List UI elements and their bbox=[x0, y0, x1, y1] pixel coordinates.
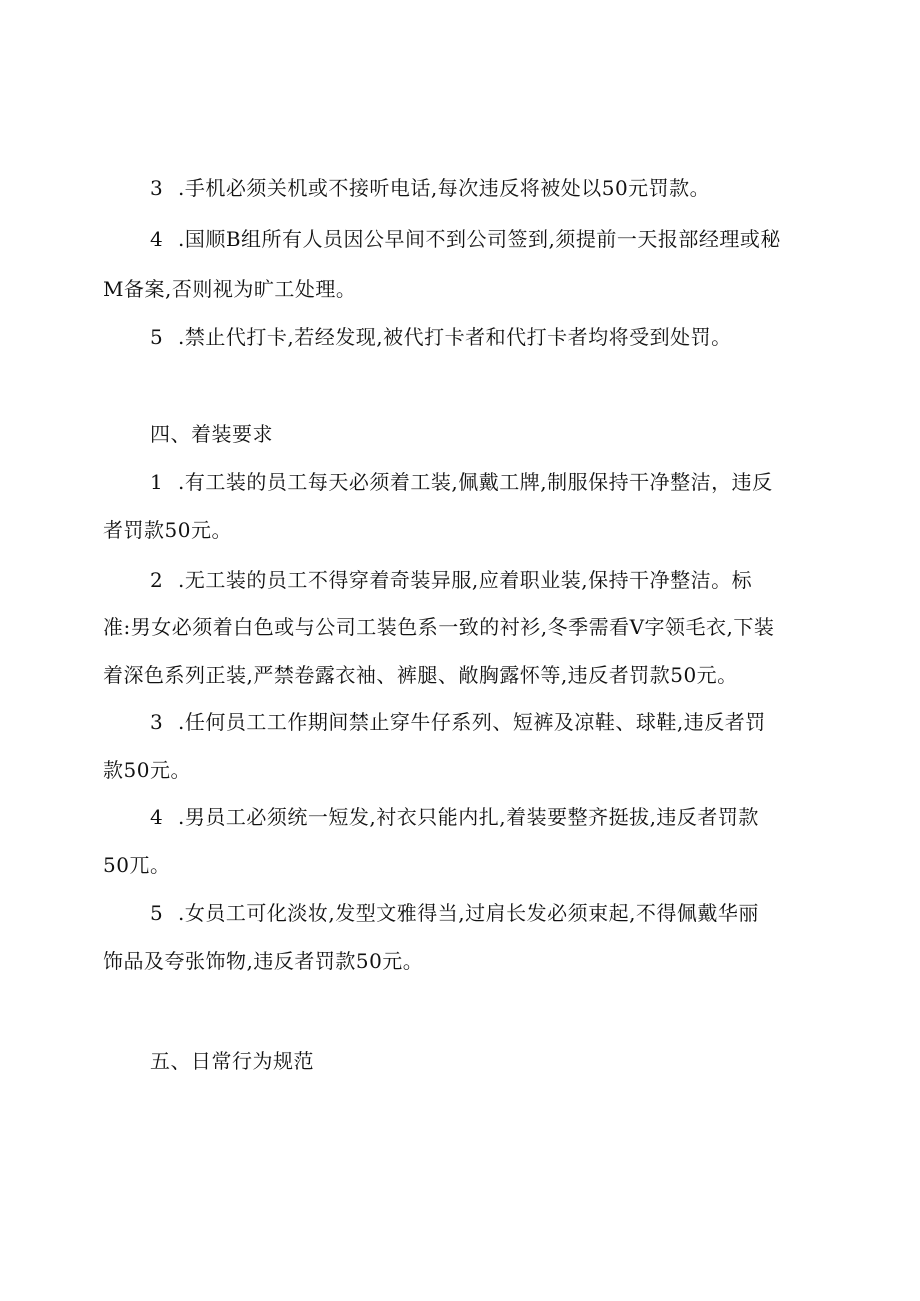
s4-item5-line1 bbox=[150, 903, 759, 923]
item-text: 款50元。 bbox=[103, 758, 191, 782]
item-number: 4 bbox=[150, 227, 164, 251]
item-text: .国顺B组所有人员因公早间不到公司签到,须提前一天报部经理或秘 bbox=[178, 227, 781, 251]
s4-item2-line2 bbox=[103, 617, 774, 637]
item-number: 5 bbox=[150, 325, 164, 349]
item-text: 50兀。 bbox=[103, 853, 171, 877]
s4-item3-line1 bbox=[150, 712, 766, 732]
item-number: 2 bbox=[150, 568, 164, 592]
item-text: .有工装的员工每天必须着工装,佩戴工牌,制服保持干净整洁，违反 bbox=[178, 470, 773, 494]
s4-item1-line2 bbox=[103, 520, 232, 540]
s4-item2-line3 bbox=[103, 665, 738, 685]
s4-item4-line1 bbox=[150, 807, 759, 827]
s4-item1-line1 bbox=[150, 472, 773, 492]
item-number: 1 bbox=[150, 470, 164, 494]
s3-item4-line1 bbox=[150, 229, 781, 249]
item-text: .女员工可化淡妆,发型文雅得当,过肩长发必须束起,不得佩戴华丽 bbox=[178, 901, 759, 925]
item-number: 3 bbox=[150, 710, 164, 734]
item-text: .任何员工工作期间禁止穿牛仔系列、短裤及凉鞋、球鞋,违反者罚 bbox=[178, 710, 766, 734]
item-text: .手机必须关机或不接听电话,每次违反将被处以50元罚款。 bbox=[178, 176, 711, 200]
s3-item3-line1 bbox=[150, 178, 710, 198]
s4-item5-line2 bbox=[103, 951, 423, 971]
s4-item3-line2 bbox=[103, 760, 191, 780]
section4-heading: 四、着装要求 bbox=[150, 422, 273, 446]
s4-item2-line1 bbox=[150, 570, 752, 590]
item-number: 4 bbox=[150, 805, 164, 829]
item-text: .禁止代打卡,若经发现,被代打卡者和代打卡者均将受到处罚。 bbox=[178, 325, 732, 349]
item-text: 准:男女必须着白色或与公司工装色系一致的衬衫,冬季需看V字领毛衣,下装 bbox=[103, 615, 775, 639]
s4-item4-line2 bbox=[103, 855, 170, 875]
item-text: 饰品及夸张饰物,违反者罚款50元。 bbox=[103, 949, 424, 973]
item-number: 5 bbox=[150, 901, 164, 925]
item-text: 者罚款50元。 bbox=[103, 518, 232, 542]
s3-item5-line1 bbox=[150, 327, 732, 347]
item-number: 3 bbox=[150, 176, 164, 200]
item-text: .男员工必须统一短发,衬衣只能内扎,着装要整齐挺拔,违反者罚款 bbox=[178, 805, 759, 829]
s3-item4-line2 bbox=[103, 279, 356, 299]
item-text: 着深色系列正装,严禁卷露衣袖、裤腿、敞胸露怀等,违反者罚款50元。 bbox=[103, 663, 738, 687]
item-text: M备案,否则视为旷工处理。 bbox=[103, 277, 357, 301]
section5-heading: 五、日常行为规范 bbox=[150, 1049, 314, 1073]
item-text: .无工装的员工不得穿着奇装异服,应着职业装,保持干净整洁。标 bbox=[178, 568, 753, 592]
